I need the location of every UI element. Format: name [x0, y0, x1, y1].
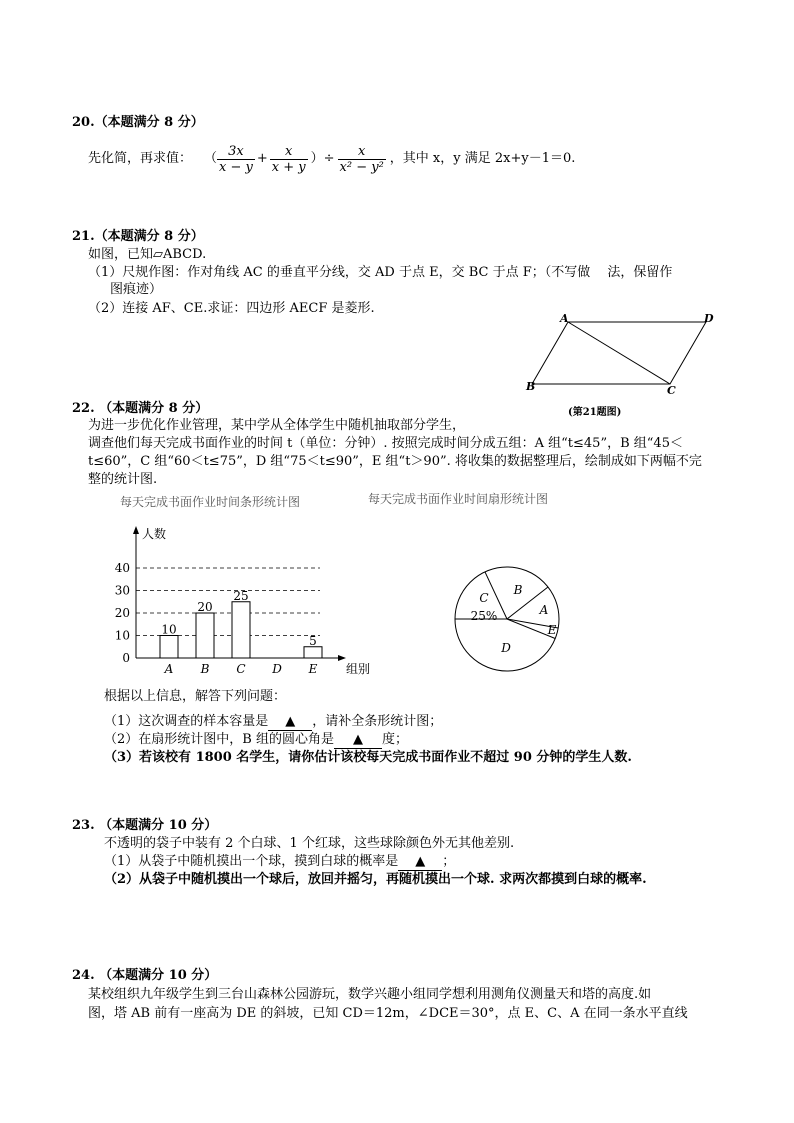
- q22-s1-blank: ▲: [268, 714, 312, 731]
- q21-figure: [520, 308, 730, 420]
- diagonal-ac: [568, 322, 670, 384]
- q22-s2-text: （2）在扇形统计图中，B 组的圆心角是: [104, 732, 334, 747]
- q20-divide: ）÷: [310, 151, 335, 166]
- bar-B: [196, 613, 214, 658]
- q20-suffix: ，其中 x，y 满足 2x+y－1＝0.: [389, 151, 576, 166]
- q21-line1: 如图，已知▱ABCD.: [88, 247, 207, 262]
- pie-chart: [448, 560, 566, 678]
- q21-heading: 21.（本题满分 8 分）: [72, 229, 204, 244]
- q20-heading: 20.（本题满分 8 分）: [72, 115, 204, 130]
- y-tick-label: 10: [114, 628, 130, 643]
- q20-f3-denominator: x² − y²: [339, 159, 384, 175]
- pie-label-c: C: [479, 591, 489, 605]
- q22-s2-text-2: 度；: [381, 732, 408, 747]
- q21-line2: （1）尺规作图：作对角线 AC 的垂直平分线，交 AD 于点 E，交 BC 于点 F；（不写做 法，保留作: [88, 265, 673, 280]
- q22-after: 根据以上信息，解答下列问题：: [104, 689, 287, 704]
- bar-E: [304, 647, 322, 658]
- bar-C: [232, 602, 250, 658]
- bar-value-label: 20: [197, 600, 213, 614]
- q20-f2-denominator: x + y: [271, 159, 306, 175]
- bar-value-label: 10: [161, 622, 177, 637]
- fig-label-b: B: [526, 380, 536, 393]
- q22-subq2: [104, 732, 408, 749]
- q22-subq3: （3）若该校有 1800 名学生，请你估计该校每天完成书面作业不超过 90 分钟的学生人数.: [104, 750, 632, 765]
- q23-blank: ▲: [398, 854, 442, 871]
- q24-line2: 图，塔 AB 前有一座高为 DE 的斜坡，已知 CD＝12m，∠DCE＝30°，点 E、C、A 在同一条水平直线: [88, 1006, 688, 1021]
- y-axis-label: 人数: [142, 527, 167, 541]
- q23-heading: 23. （本题满分 10 分）: [72, 818, 218, 833]
- pie-label-b: B: [513, 583, 523, 597]
- y-tick-label: 0: [122, 651, 130, 665]
- q20-f3-numerator: x: [338, 144, 386, 160]
- q20-f1-numerator: 3x: [217, 144, 255, 160]
- q21-line3: 图痕迹）: [110, 282, 163, 297]
- q22-line1: 为进一步优化作业管理，某中学从全体学生中随机抽取部分学生，: [88, 418, 466, 433]
- fig-label-a: A: [560, 312, 569, 325]
- y-tick-label: 30: [114, 583, 130, 598]
- fig-label-c: C: [667, 384, 676, 397]
- q22-subq1: [104, 714, 442, 731]
- q22-s2-blank: ▲: [334, 732, 382, 749]
- q23-line1: 不透明的袋子中装有 2 个白球、1 个红球，这些球除颜色外无其他差别.: [104, 836, 515, 851]
- x-tick-label: C: [236, 662, 246, 676]
- x-tick-label: E: [308, 662, 318, 676]
- q20-expression: [88, 137, 575, 181]
- q24-heading: 24. （本题满分 10 分）: [72, 968, 218, 983]
- q22-line3: t≤60”，C 组“60＜t≤75”，D 组“75＜t≤90”，E 组“t＞90”. 将收集的数据整理后，绘制成如下两幅不完: [88, 454, 702, 469]
- fig-caption: (第21题图): [568, 407, 622, 418]
- q23-line3: （2）从袋子中随机摸出一个球后，放回并摇匀，再随机摸出一个球. 求两次都摸到白球的概率.: [104, 872, 647, 887]
- q20-fraction-1: [217, 144, 255, 175]
- bar-value-label: 25: [233, 588, 249, 603]
- q22-line4: 整的统计图.: [88, 472, 158, 487]
- q20-fraction-3: [338, 144, 386, 175]
- pie-label-e: E: [547, 623, 557, 637]
- bar-chart: [110, 522, 380, 682]
- bar-chart-title: 每天完成书面作业时间条形统计图: [120, 495, 301, 509]
- q22-s1-text: （1）这次调查的样本容量是: [104, 714, 269, 729]
- q24-line1: 某校组织九年级学生到三台山森林公园游玩，数学兴趣小组同学想利用测角仪测量天和塔的高度.如: [88, 987, 652, 1002]
- y-axis-arrow: [133, 526, 139, 534]
- y-tick-label: 40: [114, 561, 130, 575]
- q23-line2: [104, 854, 455, 871]
- fig-label-d: D: [704, 312, 714, 325]
- q20-plus: +: [256, 151, 268, 166]
- bar-value-label: 5: [309, 633, 317, 648]
- q20-prefix: 先化简，再求值：: [88, 151, 193, 166]
- pie-label-a: A: [539, 603, 549, 617]
- q20-f2-numerator: x: [270, 144, 308, 160]
- pie-percent-c: 25%: [470, 609, 498, 623]
- q22-line2: 调查他们每天完成书面作业的时间 t（单位：分钟）. 按照完成时间分成五组：A 组“t≤45”，B 组“45＜: [88, 436, 683, 451]
- q22-heading: 22. （本题满分 8 分）: [72, 401, 209, 416]
- pie-chart-title: 每天完成书面作业时间扇形统计图: [368, 492, 549, 506]
- q22-s1-text-2: ，请补全条形统计图；: [312, 714, 443, 729]
- q23-line2-text: （1）从袋子中随机摸出一个球，摸到白球的概率是: [104, 854, 399, 869]
- q21-line4: （2）连接 AF、CE.求证：四边形 AECF 是菱形.: [88, 301, 375, 316]
- x-tick-label: A: [164, 662, 174, 676]
- q20-f1-denominator: x − y: [219, 159, 253, 175]
- x-tick-label: D: [272, 662, 282, 676]
- x-tick-label: B: [200, 662, 210, 676]
- bar-A: [160, 636, 178, 659]
- pie-label-d: D: [501, 641, 511, 655]
- q23-line2-end: ；: [442, 854, 456, 869]
- y-tick-label: 20: [114, 606, 130, 620]
- x-axis-arrow: [338, 655, 346, 661]
- q20-open-paren: （: [204, 151, 218, 166]
- x-axis-label: 组别: [346, 662, 371, 676]
- q20-fraction-2: [270, 144, 308, 175]
